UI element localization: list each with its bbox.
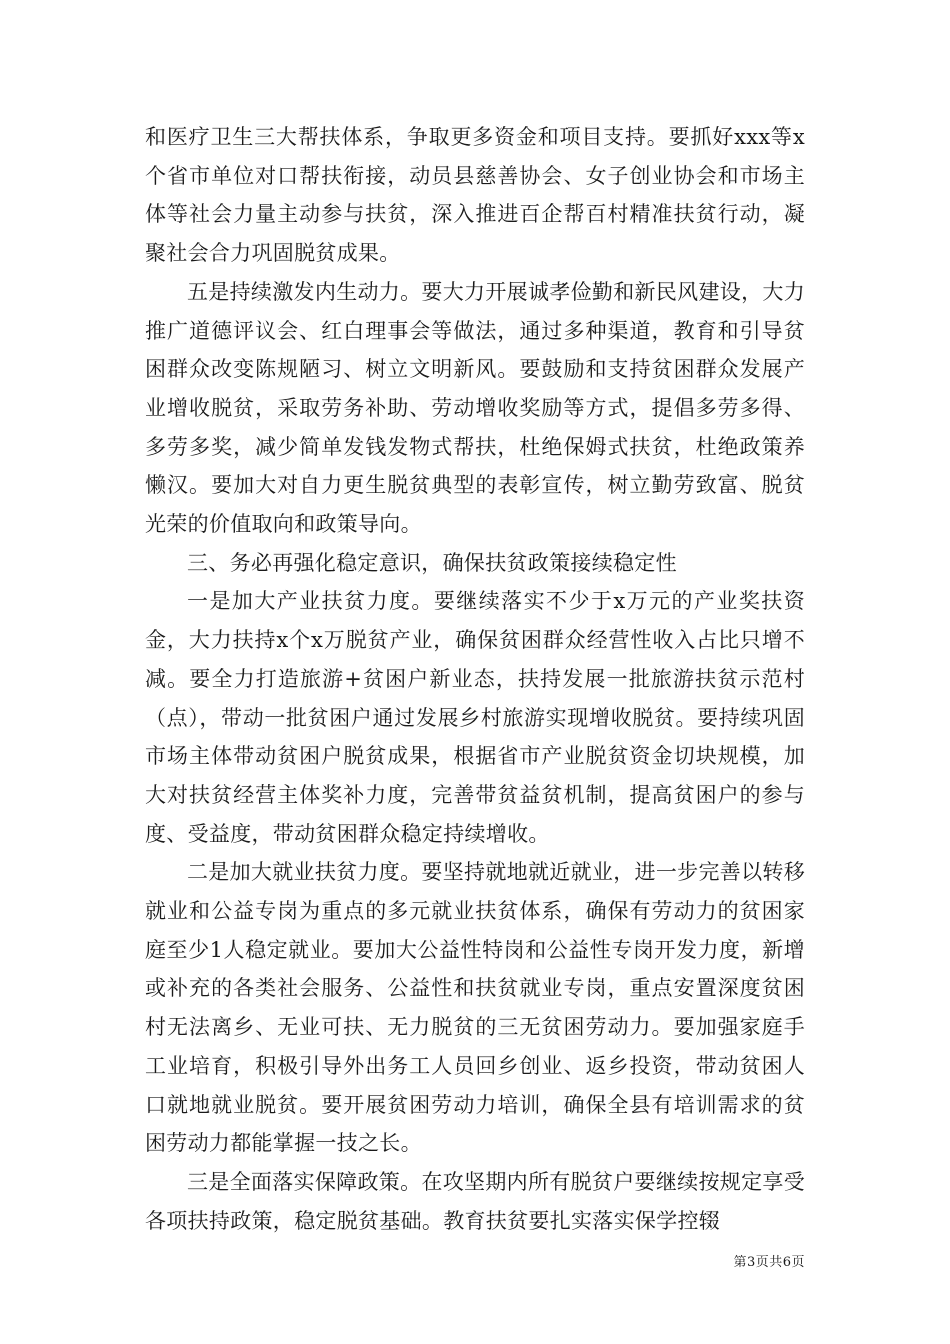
paragraph-industry-poverty-alleviation: 一是加大产业扶贫力度。要继续落实不少于x万元的产业奖扶资金，大力扶持x个x万脱贫产业，确保贫困群众经营性收入占比只增不减。要全力打造旅游+贫困户新业态，扶持发展一批旅游扶贫示范村（点），带动一批贫困户通过发展乡村旅游实现增收脱贫。要持续巩固市场主体带动贫困户脱贫成果，根据省市产业脱贫资金切块规模，加大对扶贫经营主体奖补力度，完善带贫益贫机制，提高贫困户的参与度、受益度，带动贫困群众稳定持续增收。	[145, 589, 805, 846]
paragraph-continuation: 和医疗卫生三大帮扶体系，争取更多资金和项目支持。要抓好xxx等x个省市单位对口帮扶衔接，动员县慈善协会、女子创业协会和市场主体等社会力量主动参与扶贫，深入推进百企帮百村精准扶贫行动，凝聚社会合力巩固脱贫成果。	[145, 125, 805, 266]
document-body	[145, 118, 805, 1240]
paragraph-employment-poverty-alleviation: 二是加大就业扶贫力度。要坚持就地就近就业，进一步完善以转移就业和公益专岗为重点的多元就业扶贫体系，确保有劳动力的贫困家庭至少1人稳定就业。要加大公益性特岗和公益性专岗开发力度，新增或补充的各类社会服务、公益性和扶贫就业专岗，重点安置深度贫困村无法离乡、无业可扶、无力脱贫的三无贫困劳动力。要加强家庭手工业培育，积极引导外出务工人员回乡创业、返乡投资，带动贫困人口就地就业脱贫。要开展贫困劳动力培训，确保全县有培训需求的贫困劳动力都能掌握一技之长。	[145, 860, 805, 1156]
section-heading-stability: 三、务必再强化稳定意识，确保扶贫政策接续稳定性	[187, 550, 677, 575]
page-number-footer: 第3页共6页	[733, 1255, 805, 1270]
paragraph-inner-motivation: 五是持续激发内生动力。要大力开展诚孝俭勤和新民风建设，大力推广道德评议会、红白理事会等做法，通过多种渠道，教育和引导贫困群众改变陈规陋习、树立文明新风。要鼓励和支持贫困群众发展产业增收脱贫，采取劳务补助、劳动增收奖励等方式，提倡多劳多得、多劳多奖，减少简单发钱发物式帮扶，杜绝保姆式扶贫，杜绝政策养懒汉。要加大对自力更生脱贫典型的表彰宣传，树立勤劳致富、脱贫光荣的价值取向和政策导向。	[145, 279, 805, 537]
paragraph-security-policy: 三是全面落实保障政策。在攻坚期内所有脱贫户要继续按规定享受各项扶持政策，稳定脱贫基础。教育扶贫要扎实落实保学控辍	[145, 1169, 805, 1233]
